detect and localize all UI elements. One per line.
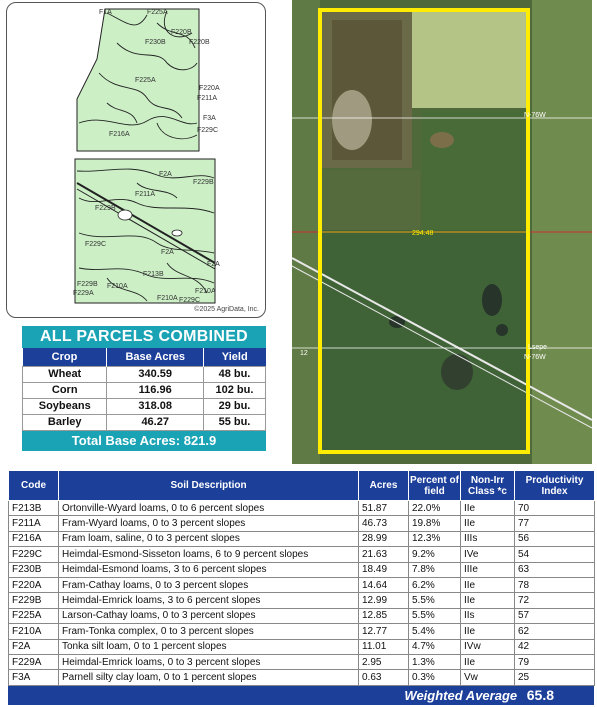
code-cell: F216A	[9, 531, 59, 546]
table-row	[9, 501, 595, 516]
class-cell: IIe	[461, 577, 515, 592]
code-cell: F213B	[9, 501, 59, 516]
code-cell: F210A	[9, 624, 59, 639]
percent-cell: 7.8%	[409, 562, 461, 577]
map-label: F220B	[189, 39, 210, 46]
base-acres-cell: 46.27	[107, 414, 204, 430]
map-label: F3A	[203, 115, 216, 122]
parcels-table	[22, 348, 266, 431]
base-acres-cell: 340.59	[107, 366, 204, 382]
yield-cell: 55 bu.	[203, 414, 265, 430]
soils-table	[8, 470, 595, 686]
description-cell: Ortonville-Wyard loams, 0 to 6 percent slopes	[59, 501, 359, 516]
table-row	[9, 624, 595, 639]
base-acres-cell: 116.96	[107, 382, 204, 398]
class-cell: IIe	[461, 654, 515, 669]
map-label: F229C	[197, 127, 219, 134]
percent-cell: 4.7%	[409, 639, 461, 654]
soil-map-drawing	[7, 3, 266, 318]
percent-cell: 22.0%	[409, 501, 461, 516]
description-cell: Heimdal-Esmond-Sisseton loams, 6 to 9 percent slopes	[59, 547, 359, 562]
index-cell: 77	[515, 516, 595, 531]
table-row	[23, 398, 266, 414]
index-cell: 56	[515, 531, 595, 546]
soil-description-header: Soil Description	[59, 471, 359, 501]
class-cell: IIIe	[461, 562, 515, 577]
description-cell: Larson-Cathay loams, 0 to 3 percent slopes	[59, 608, 359, 623]
crop-cell: Corn	[23, 382, 107, 398]
acres-cell: 2.95	[359, 654, 409, 669]
acres-header: Acres	[359, 471, 409, 501]
class-cell: Vw	[461, 670, 515, 685]
class-cell: IIs	[461, 608, 515, 623]
aerial-photo	[292, 0, 592, 464]
aerial-label: Lsepe	[528, 344, 548, 351]
acres-cell: 14.64	[359, 577, 409, 592]
map-label: F2A	[161, 249, 174, 256]
index-cell: 54	[515, 547, 595, 562]
code-cell: F229C	[9, 547, 59, 562]
index-cell: 62	[515, 624, 595, 639]
class-cell: IVw	[461, 639, 515, 654]
total-base-acres: Total Base Acres: 821.9	[22, 431, 266, 451]
crop-cell: Wheat	[23, 366, 107, 382]
index-cell: 70	[515, 501, 595, 516]
weighted-average-label: Weighted Average	[404, 687, 518, 703]
percent-cell: 5.5%	[409, 593, 461, 608]
description-cell: Fram-Wyard loams, 0 to 3 percent slopes	[59, 516, 359, 531]
acres-cell: 51.87	[359, 501, 409, 516]
description-cell: Fram-Tonka complex, 0 to 3 percent slopes	[59, 624, 359, 639]
class-cell: IIIs	[461, 531, 515, 546]
description-cell: Tonka silt loam, 0 to 1 percent slopes	[59, 639, 359, 654]
aerial-label: 12	[300, 350, 308, 357]
aerial-drawing	[292, 0, 592, 464]
map-label: F210A	[107, 283, 128, 290]
index-cell: 25	[515, 670, 595, 685]
index-cell: 42	[515, 639, 595, 654]
code-cell: F230B	[9, 562, 59, 577]
percent-cell: 12.3%	[409, 531, 461, 546]
code-cell: F211A	[9, 516, 59, 531]
class-cell: IIe	[461, 516, 515, 531]
index-cell: 57	[515, 608, 595, 623]
percent-cell: 1.3%	[409, 654, 461, 669]
map-label: F229B	[95, 205, 116, 212]
acres-cell: 12.85	[359, 608, 409, 623]
soil-map	[6, 2, 266, 318]
yield-cell: 102 bu.	[203, 382, 265, 398]
percent-cell: 9.2%	[409, 547, 461, 562]
index-cell: 63	[515, 562, 595, 577]
aerial-label: N-76W	[524, 112, 546, 119]
map-label: F210A	[195, 288, 216, 295]
description-cell: Fram-Cathay loams, 0 to 3 percent slopes	[59, 577, 359, 592]
map-label: F220A	[199, 85, 220, 92]
table-row	[9, 670, 595, 685]
base-acres-cell: 318.08	[107, 398, 204, 414]
acres-cell: 28.99	[359, 531, 409, 546]
map-label: F229A	[73, 290, 94, 297]
crop-cell: Soybeans	[23, 398, 107, 414]
copyright: ©2025 AgriData, Inc.	[194, 306, 259, 313]
map-label: F225A	[147, 9, 168, 16]
table-row	[9, 547, 595, 562]
percent-cell: 5.5%	[409, 608, 461, 623]
class-cell: IIe	[461, 624, 515, 639]
crop-cell: Barley	[23, 414, 107, 430]
table-row	[9, 654, 595, 669]
table-row	[9, 577, 595, 592]
class-cell: IVe	[461, 547, 515, 562]
weighted-average-value: 65.8	[526, 686, 554, 703]
parcels-summary	[22, 326, 266, 451]
code-cell: F229B	[9, 593, 59, 608]
map-label: F2A	[159, 171, 172, 178]
percent-cell: 0.3%	[409, 670, 461, 685]
table-row	[9, 608, 595, 623]
class-cell: IIe	[461, 501, 515, 516]
description-cell: Heimdal-Emrick loams, 0 to 3 percent slopes	[59, 654, 359, 669]
class-header: Non-Irr Class *c	[461, 471, 515, 501]
table-row	[23, 366, 266, 382]
map-label: F1A	[99, 9, 112, 16]
acres-cell: 12.77	[359, 624, 409, 639]
base-acres-header: Base Acres	[107, 348, 204, 366]
code-header: Code	[9, 471, 59, 501]
code-cell: F2A	[9, 639, 59, 654]
map-label: F229C	[85, 241, 107, 248]
map-label: F229B	[193, 179, 214, 186]
table-row	[23, 414, 266, 430]
crop-header: Crop	[23, 348, 107, 366]
acres-cell: 11.01	[359, 639, 409, 654]
table-row	[9, 639, 595, 654]
productivity-header: Productivity Index	[515, 471, 595, 501]
class-cell: IIe	[461, 593, 515, 608]
table-row	[9, 531, 595, 546]
index-cell: 72	[515, 593, 595, 608]
code-cell: F229A	[9, 654, 59, 669]
percent-cell: 19.8%	[409, 516, 461, 531]
table-row	[9, 593, 595, 608]
acres-cell: 18.49	[359, 562, 409, 577]
aerial-label: N-76W	[524, 354, 546, 361]
code-cell: F3A	[9, 670, 59, 685]
map-label: F210A	[157, 295, 178, 302]
table-row	[9, 516, 595, 531]
soils-table-wrapper	[8, 470, 594, 705]
description-cell: Parnell silty clay loam, 0 to 1 percent slopes	[59, 670, 359, 685]
weighted-average-bar	[8, 686, 594, 705]
map-label: F230B	[145, 39, 166, 46]
code-cell: F225A	[9, 608, 59, 623]
table-row	[9, 562, 595, 577]
description-cell: Heimdal-Emrick loams, 3 to 6 percent slopes	[59, 593, 359, 608]
map-label: F225A	[135, 77, 156, 84]
description-cell: Heimdal-Esmond loams, 3 to 6 percent slopes	[59, 562, 359, 577]
acres-cell: 12.99	[359, 593, 409, 608]
yield-cell: 48 bu.	[203, 366, 265, 382]
map-label: F220B	[171, 29, 192, 36]
map-label: F2A	[207, 261, 220, 268]
acres-cell: 21.63	[359, 547, 409, 562]
code-cell: F220A	[9, 577, 59, 592]
yield-header: Yield	[203, 348, 265, 366]
map-label: F211A	[197, 95, 218, 102]
percent-header: Percent of field	[409, 471, 461, 501]
index-cell: 79	[515, 654, 595, 669]
table-row	[23, 382, 266, 398]
percent-cell: 5.4%	[409, 624, 461, 639]
map-label: F216A	[109, 131, 130, 138]
aerial-label: 294.48	[412, 230, 434, 237]
parcels-title: ALL PARCELS COMBINED	[22, 326, 266, 348]
description-cell: Fram loam, saline, 0 to 3 percent slopes	[59, 531, 359, 546]
map-label: F229B	[77, 281, 98, 288]
acres-cell: 0.63	[359, 670, 409, 685]
yield-cell: 29 bu.	[203, 398, 265, 414]
index-cell: 78	[515, 577, 595, 592]
map-label: F213B	[143, 271, 164, 278]
map-label: F229C	[179, 297, 201, 304]
acres-cell: 46.73	[359, 516, 409, 531]
percent-cell: 6.2%	[409, 577, 461, 592]
map-label: F211A	[135, 191, 156, 198]
